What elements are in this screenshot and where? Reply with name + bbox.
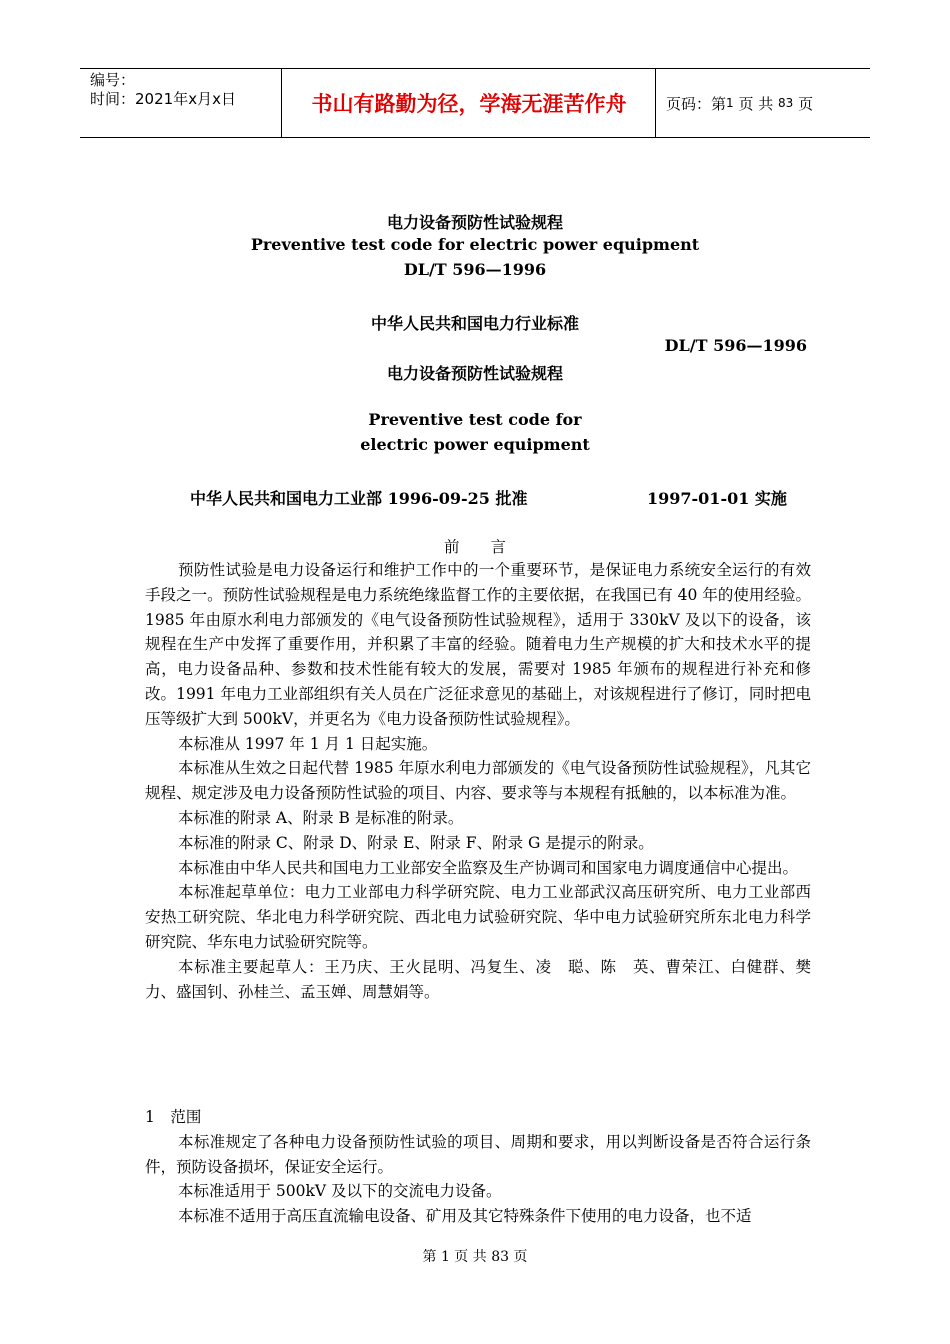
foreword-body	[145, 558, 827, 1004]
doc-title-en: Preventive test code for electric power equipment	[250, 235, 700, 254]
time-value: 2021年x月x日	[135, 90, 236, 108]
page-label: 页码：第	[666, 94, 727, 113]
foreword-heading: 前 言	[443, 538, 506, 556]
doc-title-cn-2: 电力设备预防性试验规程	[386, 364, 563, 383]
page-header	[80, 68, 870, 138]
doc-code: DL/T 596—1996	[403, 260, 547, 279]
doc-title-cn: 电力设备预防性试验规程	[386, 213, 563, 232]
foreword-paragraph: 本标准主要起草人：王乃庆、王火昆明、冯复生、凌 聪、陈 英、曹荣江、白健群、樊 力、盛国钊、孙桂兰、孟玉婵、周慧娟等。	[145, 957, 827, 1001]
foreword-paragraph: 本标准由中华人民共和国电力工业部安全监察及生产协调司和国家电力调度通信中心提出。	[178, 858, 799, 877]
doc-title-en-line1: Preventive test code for	[368, 410, 582, 429]
section-1	[145, 1105, 811, 1229]
section-paragraph: 本标准不适用于高压直流输电设备、矿用及其它特殊条件下使用的电力设备，也不适	[178, 1207, 752, 1226]
page-total: 83	[778, 96, 794, 110]
header-meta-cell	[80, 69, 282, 137]
foreword-paragraph: 本标准的附录 A、附录 B 是标准的附录。	[178, 808, 464, 827]
time-prefix: 时间：	[90, 90, 136, 108]
foreword-paragraph: 预防性试验是电力设备运行和维护工作中的一个重要环节，是保证电力系统安全运行的有效手段之一。预防性试验规程是电力系统绝缘监督工作的主要依据，在我国已有 40 年的使用经验。1985 年由原水利电力部颁发的《电气设备预防性试验规程》，适用于 330kV 及以下的设备，该规程在生产中发挥了重要作用，并积累了丰富的经验。随着电力生产规模的扩大和技术水平的提高，电力设备品种、参数和技术性能有较大的发展，需要对 1985 年颁布的规程进行补充和修改。1991 年电力工业部组织有关人员在广泛征求意见的基础上，对该规程进行了修订，同时把电压等级扩大到 500kV，并更名为《电力设备预防性试验规程》。	[145, 561, 811, 728]
foreword-paragraph: 本标准从 1997 年 1 月 1 日起实施。	[178, 734, 438, 753]
page-suffix: 页	[798, 94, 814, 113]
section-paragraph: 本标准规定了各种电力设备预防性试验的项目、周期和要求，用以判断设备是否符合运行条件，预防设备损坏，保证安全运行。	[145, 1132, 811, 1176]
section-paragraph: 本标准适用于 500kV 及以下的交流电力设备。	[178, 1182, 502, 1201]
page-footer: 第 1 页 共 83 页	[422, 1249, 528, 1265]
effective-date: 1997-01-01 实施	[647, 489, 787, 508]
page-number: 1	[726, 96, 734, 110]
doc-title-en-line2: electric power equipment	[360, 435, 590, 454]
foreword-paragraph: 本标准起草单位：电力工业部电力科学研究院、电力工业部武汉高压研究所、电力工业部西安热工研究院、华北电力科学研究院、西北电力试验研究院、华中电力试验研究所东北电力科学研究院、华东电力试验研究院等。	[145, 883, 811, 951]
foreword-paragraph: 本标准从生效之日起代替 1985 年原水利电力部颁发的《电气设备预防性试验规程》，凡其它规程、规定涉及电力设备预防性试验的项目、内容、要求等与本规程有抵触的，以本标准为准。	[145, 759, 811, 803]
industry-standard: 中华人民共和国电力行业标准	[370, 314, 579, 333]
time-line	[90, 90, 281, 109]
page-mid: 页 共	[738, 94, 774, 113]
doc-code-right: DL/T 596—1996	[664, 336, 807, 355]
foreword-paragraph: 本标准的附录 C、附录 D、附录 E、附录 F、附录 G 是提示的附录。	[178, 833, 654, 852]
header-page-info	[656, 69, 870, 137]
header-motto: 书山有路勤为径，学海无涯苦作舟	[283, 69, 656, 137]
section-heading: 1 范围	[145, 1108, 202, 1126]
number-label: 编号：	[90, 71, 136, 89]
approval-line: 中华人民共和国电力工业部 1996-09-25 批准	[190, 489, 528, 508]
